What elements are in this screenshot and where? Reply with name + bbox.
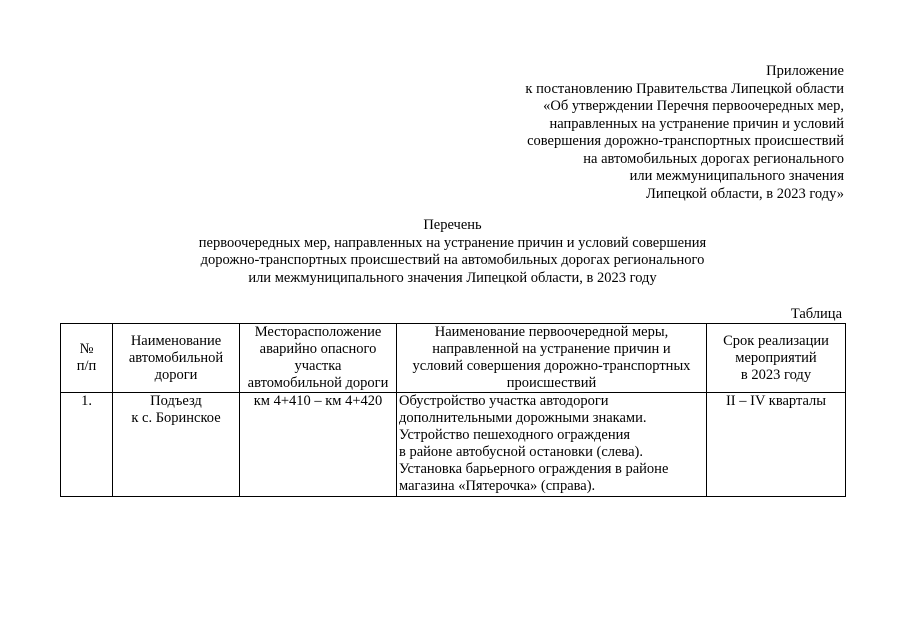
- header-measure: Наименование первоочередной меры, направленной на устранение причин и условий совершения дорожно-транспортных происшествий: [397, 324, 707, 393]
- cell-location: км 4+410 – км 4+420: [240, 393, 397, 497]
- appendix-line: «Об утверждении Перечня первоочередных мер,: [543, 98, 844, 114]
- cell-measure: Обустройство участка автодороги дополнительными дорожными знаками. Устройство пешеходного ограждения в районе автобусной остановки (слева). Установка барьерного ограждения в районе магазина «Пятерочка» (справа).: [397, 393, 707, 497]
- appendix-line: на автомобильных дорогах регионального: [583, 150, 844, 167]
- appendix-line: совершения дорожно-транспортных происшествий: [527, 133, 844, 149]
- header-location: Месторасположение аварийно опасного участка автомобильной дороги: [240, 324, 397, 393]
- title-line: или межмуниципального значения Липецкой области, в 2023 году: [248, 269, 657, 286]
- header-road-name: Наименование автомобильной дороги: [113, 324, 240, 393]
- header-number: № п/п: [61, 324, 113, 393]
- table-header-row: [61, 324, 846, 393]
- cell-term: II – IV кварталы: [707, 393, 846, 497]
- table-row: [61, 393, 846, 497]
- header-term: Срок реализации мероприятий в 2023 году: [707, 324, 846, 393]
- appendix-line: или межмуниципального значения: [629, 168, 844, 184]
- document-title: [0, 217, 905, 287]
- appendix-line: к постановлению Правительства Липецкой области: [525, 80, 844, 97]
- measures-table: [60, 323, 846, 497]
- cell-road-name: Подъезд к с. Боринское: [113, 393, 240, 497]
- appendix-header: [444, 63, 844, 203]
- appendix-line: Липецкой области, в 2023 году»: [646, 185, 844, 202]
- title-line: первоочередных мер, направленных на устранение причин и условий совершения: [198, 234, 707, 251]
- title-line: Перечень: [423, 217, 482, 233]
- appendix-line: направленных на устранение причин и условий: [549, 115, 844, 132]
- table-label: Таблица: [790, 306, 842, 322]
- appendix-line: Приложение: [766, 63, 844, 79]
- title-line: дорожно-транспортных происшествий на автомобильных дорогах регионального: [200, 252, 705, 268]
- cell-number: 1.: [61, 393, 113, 497]
